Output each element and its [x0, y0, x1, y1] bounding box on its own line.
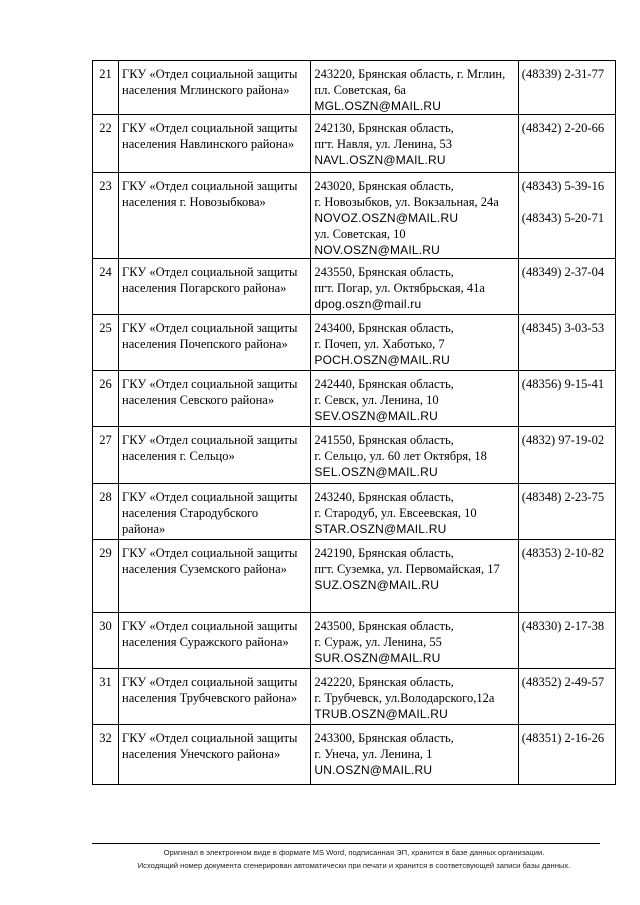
address-cell [311, 173, 518, 259]
phone-cell [518, 427, 615, 484]
table-row [93, 115, 616, 173]
row-number: 21 [93, 61, 119, 115]
organization-cell [119, 669, 311, 725]
footer-line-2: Исходящий номер документа сгенерирован автоматически при печати и хранится в соответсвующей записи базы данных. [137, 861, 571, 870]
address-line: 243240, Брянская область, [314, 490, 454, 504]
row-number: 30 [93, 613, 119, 669]
phone-cell [518, 484, 615, 540]
row-number: 29 [93, 540, 119, 613]
address-cell [311, 669, 518, 725]
organization-cell [119, 540, 311, 613]
phone-number: (48351) 2-16-26 [521, 731, 605, 745]
row-number: 32 [93, 725, 119, 785]
email-address: SUZ.OSZN@MAIL.RU [314, 578, 440, 592]
email-address: SEV.OSZN@MAIL.RU [314, 409, 439, 423]
phone-cell [518, 173, 615, 259]
address-line: 242220, Брянская область, [314, 675, 454, 689]
table-body [93, 61, 616, 785]
phone-cell [518, 669, 615, 725]
address-line: г. Стародуб, ул. Евсеевская, 10 [314, 506, 477, 520]
row-number: 23 [93, 173, 119, 259]
organization-cell [119, 115, 311, 173]
organization-name-line: населения Навлинского района» [122, 137, 295, 151]
row-number: 25 [93, 315, 119, 371]
address-line: 243220, Брянская область, г. Мглин, [314, 67, 506, 81]
address-line: г. Сельцо, ул. 60 лет Октября, 18 [314, 449, 487, 463]
table-row [93, 669, 616, 725]
address-cell [311, 484, 518, 540]
address-line: 243500, Брянская область, [314, 619, 454, 633]
row-number: 26 [93, 371, 119, 427]
phone-number: (48339) 2-31-77 [521, 67, 605, 81]
organization-name-line: ГКУ «Отдел социальной защиты [122, 490, 298, 504]
table-row [93, 61, 616, 115]
organization-cell [119, 725, 311, 785]
organization-cell [119, 371, 311, 427]
address-line: 242130, Брянская область, [314, 121, 454, 135]
organization-name-line: ГКУ «Отдел социальной защиты [122, 265, 298, 279]
phone-cell [518, 61, 615, 115]
table-row [93, 540, 616, 613]
organization-name-line: района» [122, 522, 166, 536]
organization-name-line: населения Мглинского района» [122, 83, 290, 97]
phone-cell [518, 259, 615, 315]
table-row [93, 484, 616, 540]
address-line: 243300, Брянская область, [314, 731, 454, 745]
organization-cell [119, 259, 311, 315]
table-row [93, 725, 616, 785]
address-line: 242190, Брянская область, [314, 546, 454, 560]
organization-name-line: ГКУ «Отдел социальной защиты [122, 121, 298, 135]
address-line: г. Сураж, ул. Ленина, 55 [314, 635, 442, 649]
address-line: 243400, Брянская область, [314, 321, 454, 335]
row-number: 28 [93, 484, 119, 540]
table-row [93, 315, 616, 371]
organization-name-line: ГКУ «Отдел социальной защиты [122, 619, 298, 633]
row-number: 27 [93, 427, 119, 484]
address-line: г. Новозыбков, ул. Вокзальная, 24а [314, 195, 499, 209]
organization-name-line: ГКУ «Отдел социальной защиты [122, 377, 298, 391]
organization-name-line: населения Трубчевского района» [122, 691, 298, 705]
table-row [93, 259, 616, 315]
table-row [93, 371, 616, 427]
address-line: пгт. Погар, ул. Октябрьская, 41а [314, 281, 485, 295]
phone-number: (48330) 2-17-38 [521, 619, 605, 633]
address-line: 242440, Брянская область, [314, 377, 454, 391]
address-cell [311, 427, 518, 484]
row-number: 22 [93, 115, 119, 173]
table-row [93, 613, 616, 669]
email-address: dpog.oszn@mail.ru [314, 297, 422, 311]
email-address: STAR.OSZN@MAIL.RU [314, 522, 447, 536]
address-cell [311, 613, 518, 669]
email-address: POCH.OSZN@MAIL.RU [314, 353, 450, 367]
address-line: пгт. Суземка, ул. Первомайская, 17 [314, 562, 500, 576]
organization-name-line: населения г. Новозыбкова» [122, 195, 266, 209]
address-line: 243020, Брянская область, [314, 179, 454, 193]
organization-cell [119, 484, 311, 540]
phone-cell [518, 725, 615, 785]
phone-number: (48353) 2-10-82 [521, 546, 605, 560]
address-line: г. Севск, ул. Ленина, 10 [314, 393, 439, 407]
row-number: 24 [93, 259, 119, 315]
phone-number: (48349) 2-37-04 [521, 265, 605, 279]
organization-name-line: ГКУ «Отдел социальной защиты [122, 179, 298, 193]
organization-cell [119, 427, 311, 484]
address-line: г. Почеп, ул. Хаботько, 7 [314, 337, 445, 351]
phone-cell [518, 115, 615, 173]
organization-name-line: ГКУ «Отдел социальной защиты [122, 67, 298, 81]
organization-name-line: ГКУ «Отдел социальной защиты [122, 675, 298, 689]
address-cell [311, 540, 518, 613]
phone-number: (48348) 2-23-75 [521, 490, 605, 504]
email-address: NOV.OSZN@MAIL.RU [314, 243, 441, 257]
footer-divider [92, 843, 600, 844]
address-cell [311, 315, 518, 371]
row-number: 31 [93, 669, 119, 725]
email-address: SUR.OSZN@MAIL.RU [314, 651, 441, 665]
address-line: пл. Советская, 6а [314, 83, 406, 97]
address-line: 241550, Брянская область, [314, 433, 454, 447]
phone-cell [518, 540, 615, 613]
address-line: г. Трубчевск, ул.Володарского,12а [314, 691, 495, 705]
page-footer [80, 846, 628, 872]
organization-cell [119, 173, 311, 259]
organization-cell [119, 613, 311, 669]
email-address: MGL.OSZN@MAIL.RU [314, 99, 442, 113]
phone-cell [518, 371, 615, 427]
organization-name-line: ГКУ «Отдел социальной защиты [122, 433, 298, 447]
organization-name-line: населения Севского района» [122, 393, 275, 407]
organization-name-line: населения Стародубского [122, 506, 259, 520]
footer-line-1: Оригинал в электронном виде в формате MS Word, подписанная ЭП, хранится в базе данных организации. [163, 848, 545, 857]
email-address: UN.OSZN@MAIL.RU [314, 763, 433, 777]
organization-name-line: населения Погарского района» [122, 281, 287, 295]
contacts-table [92, 60, 616, 785]
organization-name-line: населения Унечского района» [122, 747, 281, 761]
phone-number: (48345) 3-03-53 [521, 321, 605, 335]
address-line: пгт. Навля, ул. Ленина, 53 [314, 137, 453, 151]
organization-name-line: ГКУ «Отдел социальной защиты [122, 731, 298, 745]
address-line: г. Унеча, ул. Ленина, 1 [314, 747, 433, 761]
organization-name-line: населения Суражского района» [122, 635, 289, 649]
phone-cell [518, 613, 615, 669]
organization-name-line: населения Суземского района» [122, 562, 287, 576]
email-address: NOVOZ.OSZN@MAIL.RU [314, 211, 459, 225]
organization-name-line: ГКУ «Отдел социальной защиты [122, 546, 298, 560]
organization-name-line: населения г. Сельцо» [122, 449, 235, 463]
phone-number: (48343) 5-20-71 [521, 211, 605, 225]
phone-number: (48342) 2-20-66 [521, 121, 605, 135]
address-cell [311, 259, 518, 315]
table-row [93, 427, 616, 484]
phone-number: (4832) 97-19-02 [521, 433, 605, 447]
table-row [93, 173, 616, 259]
email-address: TRUB.OSZN@MAIL.RU [314, 707, 448, 721]
address-line: 243550, Брянская область, [314, 265, 454, 279]
address-cell [311, 725, 518, 785]
email-address: NAVL.OSZN@MAIL.RU [314, 153, 446, 167]
phone-number: (48352) 2-49-57 [521, 675, 605, 689]
organization-name-line: ГКУ «Отдел социальной защиты [122, 321, 298, 335]
phone-spacer [522, 194, 612, 210]
organization-name-line: населения Почепского района» [122, 337, 288, 351]
phone-number: (48356) 9-15-41 [521, 377, 605, 391]
address-line: ул. Советская, 10 [314, 227, 406, 241]
address-cell [311, 61, 518, 115]
organization-cell [119, 61, 311, 115]
address-cell [311, 115, 518, 173]
address-cell [311, 371, 518, 427]
phone-number: (48343) 5-39-16 [521, 179, 605, 193]
email-address: SEL.OSZN@MAIL.RU [314, 465, 438, 479]
phone-cell [518, 315, 615, 371]
organization-cell [119, 315, 311, 371]
